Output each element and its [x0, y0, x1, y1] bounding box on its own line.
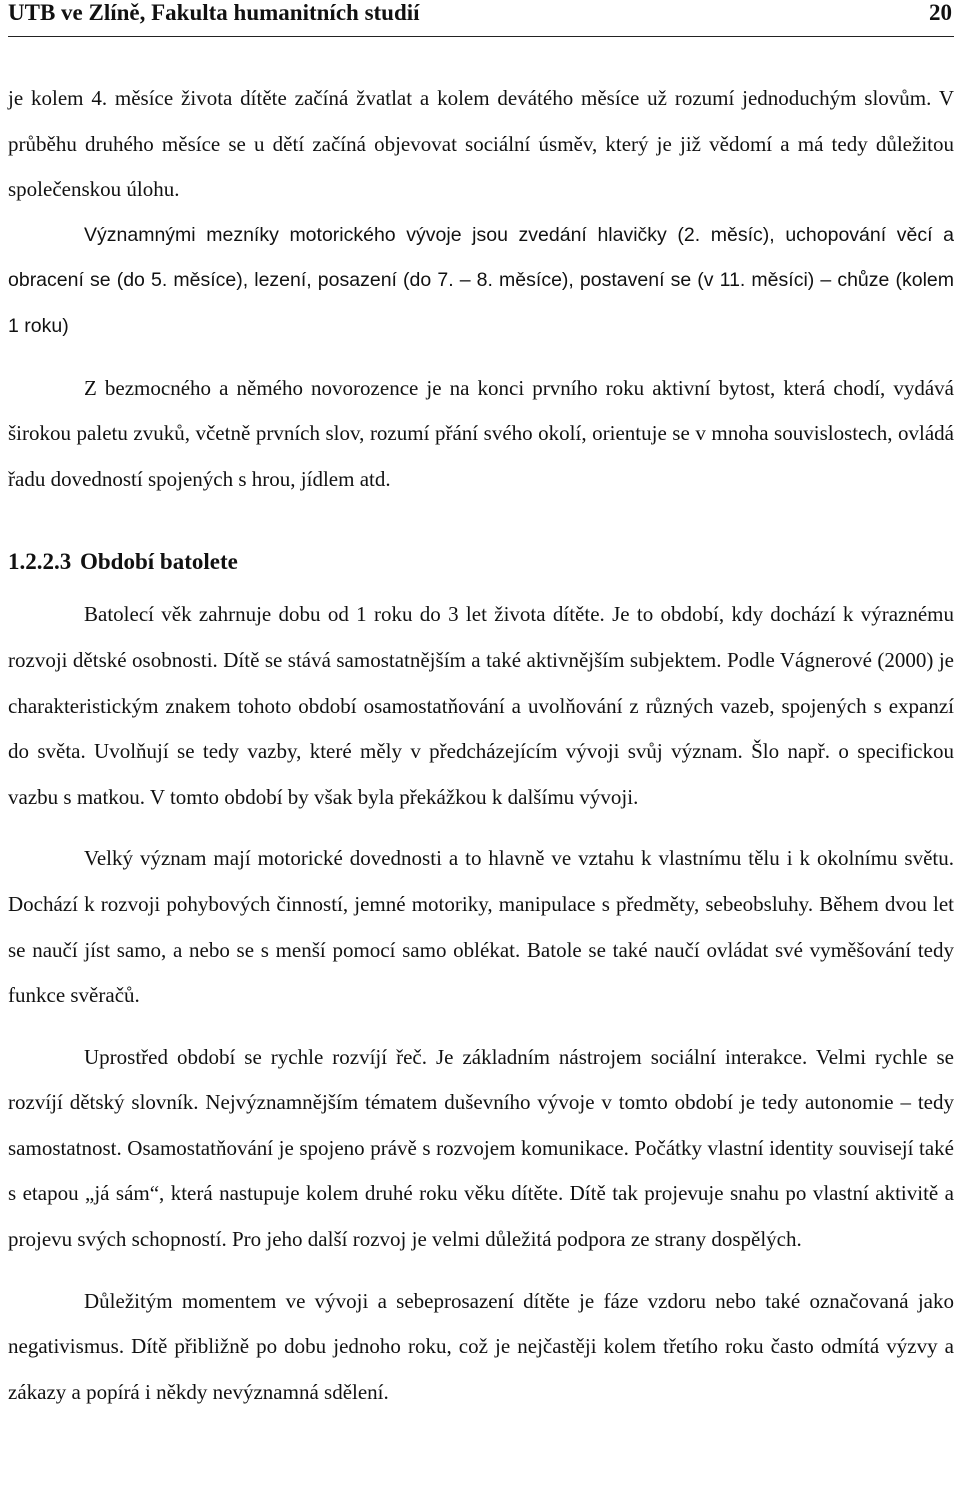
paragraph-negativism: Důležitým momentem ve vývoji a sebeprosazení dítěte je fáze vzdoru nebo také označovaná jako negativismus. Dítě přibližně po dobu jednoho roku, což je nejčastěji kolem třetího roku často odmítá výzvy a zákazy a popírá i někdy nevýznamná sdělení.	[8, 1288, 954, 1404]
section-heading	[8, 542, 954, 582]
document-body	[8, 76, 954, 1415]
paragraph-motor-skills: Velký význam mají motorické dovednosti a to hlavně ve vztahu k vlastnímu tělu i k okolnímu světu. Dochází k rozvoji pohybových činností, jemné motoriky, manipulace s předměty, sebeobsluhy. Během dvou let se naučí jíst samo, a nebo se s menší pomocí samo oblékat. Batole se také naučí ovládat své vyměšování tedy funkce svěračů.	[8, 846, 954, 1008]
paragraph-speech-development: Uprostřed období se rychle rozvíjí řeč. Je základním nástrojem sociální interakce. Velmi rychle se rozvíjí dětský slovník. Nejvýznamnějším tématem duševního vývoje v tomto období je tedy autonomie – tedy samostatnost. Osamostatňování je spojeno právě s rozvojem komunikace. Počátky vlastní identity souvisejí také s etapou „já sám“, která nastupuje kolem druhé roku věku dítěte. Dítě tak projevuje snahu po vlastní aktivitě a projevu svých schopností. Pro jeho další rozvoj je velmi důležitá podpora ze strany dospělých.	[8, 1044, 954, 1252]
paragraph-motor-milestones: Významnými mezníky motorického vývoje jsou zvedání hlavičky (2. měsíc), uchopování věcí a obracení se (do 5. měsíce), lezení, posazení (do 7. – 8. měsíce), postavení se (v 11. měsíci) – chůze (kolem 1 roku)	[8, 223, 954, 337]
section-number: 1.2.2.3	[8, 549, 72, 575]
paragraph-continued: je kolem 4. měsíce života dítěte začíná žvatlat a kolem devátého měsíce už rozumí jednoduchým slovům. V průběhu druhého měsíce se u dětí začíná objevovat sociální úsměv, který je již vědomí a má tedy důležitou společenskou úlohu.	[8, 86, 954, 202]
paragraph-toddler-age: Batolecí věk zahrnuje dobu od 1 roku do 3 let života dítěte. Je to období, kdy dochází k výraznému rozvoji dětské osobnosti. Dítě se stává samostatnějším a také aktivnějším subjektem. Podle Vágnerové (2000) je charakteristickým znakem tohoto období osamostatňování a uvolňování z různých vazeb, spojených s expanzí do světa. Uvolňují se tedy vazby, které měly v předcházejícím vývoji svůj význam. Šlo např. o specifickou vazbu s matkou. V tomto období by však byla překážkou k dalšímu vývoji.	[8, 602, 954, 809]
running-header	[8, 0, 954, 37]
section-title: Období batolete	[80, 549, 238, 575]
paragraph-first-year-summary: Z bezmocného a němého novorozence je na konci prvního roku aktivní bytost, která chodí, vydává širokou paletu zvuků, včetně prvních slov, rozumí přání svého okolí, orientuje se v mnoha souvislostech, ovládá řadu dovedností spojených s hrou, jídlem atd.	[8, 375, 954, 491]
header-title: UTB ve Zlíně, Fakulta humanitních studií	[8, 0, 420, 25]
page-number: 20	[929, 0, 952, 25]
